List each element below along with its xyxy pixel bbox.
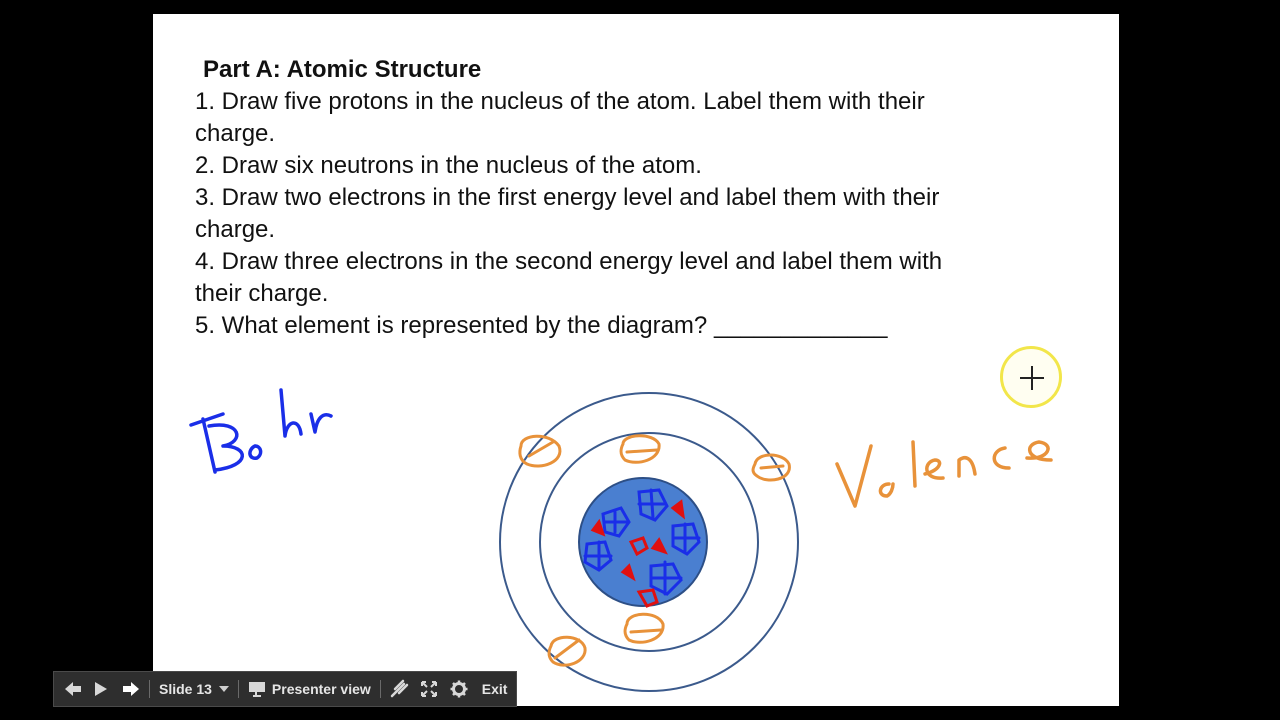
crosshair-cursor-icon bbox=[1018, 364, 1046, 392]
arrow-left-icon[interactable] bbox=[62, 675, 84, 703]
handwriting-valance bbox=[837, 442, 1051, 506]
question-line-7: their charge. bbox=[195, 280, 329, 307]
laser-pointer-icon[interactable] bbox=[388, 675, 410, 703]
presenter-screen-icon bbox=[248, 681, 266, 697]
question-line-3: 2. Draw six neutrons in the nucleus of the atom. bbox=[195, 152, 702, 179]
exit-button[interactable] bbox=[478, 675, 512, 703]
atom-diagram bbox=[500, 393, 798, 691]
question-line-2: charge. bbox=[195, 120, 276, 147]
play-icon[interactable] bbox=[90, 675, 112, 703]
question-line-4: 3. Draw two electrons in the first energy level and label them with their bbox=[195, 184, 940, 211]
slide-number-label: Slide 13 bbox=[159, 681, 212, 697]
slide-selector-dropdown[interactable] bbox=[157, 675, 231, 703]
toolbar-divider bbox=[149, 680, 150, 698]
question-line-1: 1. Draw five protons in the nucleus of the atom. Label them with their bbox=[195, 88, 925, 115]
question-line-8: 5. What element is represented by the diagram? _____________ bbox=[195, 312, 888, 339]
question-line-6: 4. Draw three electrons in the second energy level and label them with bbox=[195, 248, 943, 275]
presentation-toolbar bbox=[53, 671, 517, 707]
toolbar-divider bbox=[238, 680, 239, 698]
fullscreen-icon[interactable] bbox=[418, 675, 440, 703]
handwriting-bohr bbox=[191, 390, 331, 472]
toolbar-divider bbox=[380, 680, 381, 698]
drawing-layer bbox=[153, 14, 1119, 706]
slide-canvas bbox=[153, 14, 1119, 706]
chevron-down-icon bbox=[219, 686, 229, 692]
presenter-view-label: Presenter view bbox=[271, 681, 371, 697]
arrow-right-icon[interactable] bbox=[120, 675, 142, 703]
exit-label: Exit bbox=[481, 681, 508, 697]
slide-title: Part A: Atomic Structure bbox=[203, 56, 482, 83]
gear-icon[interactable] bbox=[448, 675, 470, 703]
question-line-5: charge. bbox=[195, 216, 276, 243]
presenter-view-button[interactable] bbox=[246, 675, 373, 703]
